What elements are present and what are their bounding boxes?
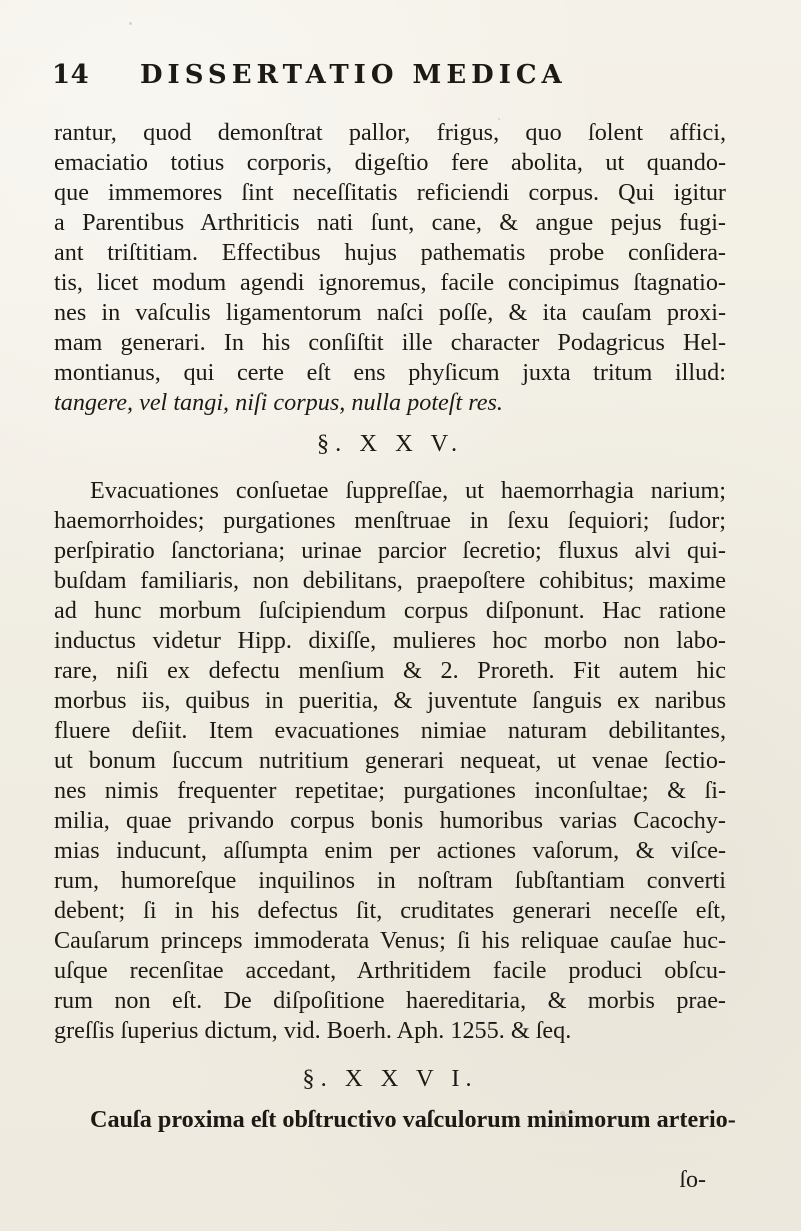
text-line: rum, humoreſque inquilinos in noſtram ſubſtantiam converti — [54, 867, 726, 894]
text-line: perſpiratio ſanctoriana; urinae parcior ſecretio; fluxus alvi qui- — [54, 537, 726, 564]
text-line: rantur, quod demonſtrat pallor, frigus, quo ſolent affici, — [54, 119, 726, 146]
catchword: ſo- — [679, 1167, 706, 1193]
text-line: buſdam familiaris, non debilitans, praepoſtere cohibitus; maxime — [54, 567, 726, 594]
text-line: debent; ſi in his defectus ſit, cruditates generari neceſſe eſt, — [54, 897, 726, 924]
text-line: nes in vaſculis ligamentorum naſci poſſe, & ita cauſam proxi- — [54, 299, 726, 326]
text-line-italic: tangere, vel tangi, niſi corpus, nulla poteſt res. — [54, 389, 503, 416]
text-line: milia, quae privando corpus bonis humoribus varias Cacochy- — [54, 807, 726, 834]
section-heading-25-text: §. X X V. — [316, 430, 464, 457]
text-line: ant triſtitiam. Effectibus hujus pathematis probe conſidera- — [54, 239, 726, 266]
text-line: a Parentibus Arthriticis nati ſunt, cane, & angue pejus fugi- — [54, 209, 726, 236]
text-line: nes nimis frequenter repetitae; purgationes inconſultae; & ſi- — [54, 777, 726, 804]
paper-speck — [129, 22, 132, 25]
text-line: inductus videtur Hipp. dixiſſe, mulieres hoc morbo non labo- — [54, 627, 726, 654]
paragraph-2 — [54, 476, 726, 1046]
section-heading-26-text: §. X X V I. — [302, 1065, 478, 1092]
section-heading-26 — [54, 1053, 726, 1105]
section-heading-25 — [54, 418, 726, 470]
text-line: morbus iis, quibus in pueritia, & juventute ſanguis ex naribus — [54, 687, 726, 714]
text-line: rare, niſi ex defectu menſium & 2. Proreth. Fit autem hic — [54, 657, 726, 684]
text-line: fluere deſiit. Item evacuationes nimiae naturam debilitantes, — [54, 717, 726, 744]
text-line: ad hunc morbum ſuſcipiendum corpus diſponunt. Hac ratione — [54, 597, 726, 624]
paragraph-3 — [54, 1105, 736, 1135]
text-line: rum non eſt. De diſpoſitione haereditaria, & morbis prae- — [54, 987, 726, 1014]
paragraph-1 — [54, 118, 726, 418]
text-line: Cauſarum princeps immoderata Venus; ſi his reliquae cauſae huc- — [54, 927, 726, 954]
text-line: emaciatio totius corporis, digeſtio fere abolita, ut quando- — [54, 149, 726, 176]
text-line: greſſis ſuperius dictum, vid. Boerh. Aph. 1255. & ſeq. — [54, 1017, 572, 1044]
text-line: tis, licet modum agendi ignoremus, facile concipimus ſtagnatio- — [54, 269, 726, 296]
text-line: ut bonum ſuccum nutritium generari nequeat, ut venae ſectio- — [54, 747, 726, 774]
text-line: mam generari. In his conſiſtit ille character Podagricus Hel- — [54, 329, 726, 356]
text-line: uſque recenſitae accedant, Arthritidem facile produci obſcu- — [54, 957, 726, 984]
text-line: que immemores ſint neceſſitatis reficiendi corpus. Qui igitur — [54, 179, 726, 206]
text-line: Evacuationes conſuetae ſuppreſſae, ut haemorrhagia narium; — [90, 477, 726, 504]
running-head: DISSERTATIO MEDICA — [140, 60, 567, 90]
paper-speck — [498, 118, 500, 120]
text-line: haemorrhoides; purgationes menſtruae in ſexu ſequiori; ſudor; — [54, 507, 726, 534]
text-line: mias inducunt, aſſumpta enim per actiones vaſorum, & viſce- — [54, 837, 726, 864]
text-line: Cauſa proxima eſt obſtructivo vaſculorum minimorum arterio- — [90, 1106, 736, 1133]
text-line: montianus, qui certe eſt ens phyſicum juxta tritum illud: — [54, 359, 726, 386]
page-number: 14 — [52, 60, 90, 90]
